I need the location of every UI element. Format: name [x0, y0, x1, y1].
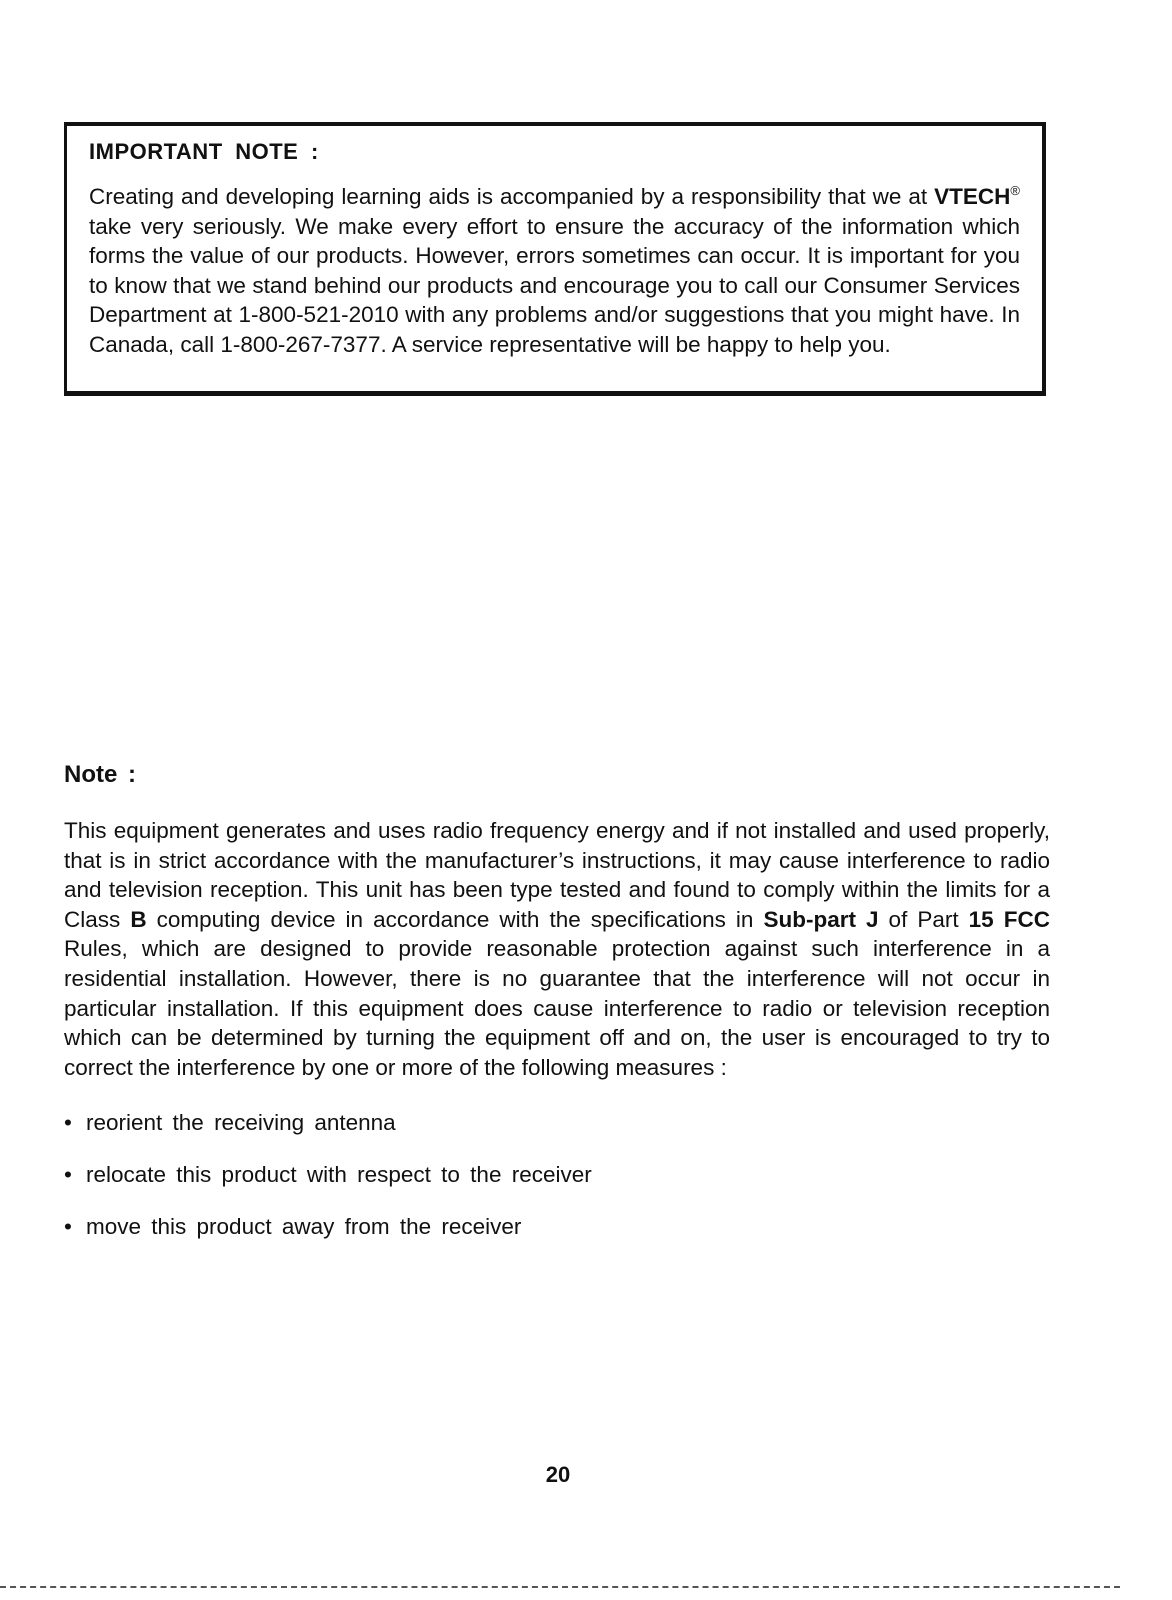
note-text-2: computing device in accordance with the specifications in: [146, 906, 764, 932]
note-body: [64, 816, 1050, 1082]
important-note-box: [64, 122, 1046, 396]
note-text-4: Rules, which are designed to provide reasonable protection against such interference in a residential installation. However, there is no guarantee that the interference will not occur in particular installation. If this equipment does cause interference to radio or television reception which can be determined by turning the equipment off and on, the user is encouraged to try to correct the interference by one or more of the following measures :: [64, 936, 1050, 1080]
subpart-label: Sub-part J: [763, 906, 879, 932]
part-number: 15: [968, 906, 994, 932]
measure-text: relocate this product with respect to the receiver: [86, 1162, 592, 1188]
list-item: [64, 1108, 1050, 1137]
measures-list: [64, 1108, 1050, 1241]
space: [994, 907, 1004, 932]
list-item: [64, 1212, 1050, 1241]
bottom-divider: [0, 1586, 1120, 1588]
important-note-body: [89, 182, 1020, 360]
bullet-icon: •: [64, 1214, 72, 1240]
note-text-3: of Part: [878, 906, 969, 932]
registered-mark: ®: [1010, 183, 1020, 198]
bullet-icon: •: [64, 1162, 72, 1188]
note-text-1: This equipment generates and uses radio frequency energy and if not installed and used properly, that is in strict accordance with the manufacturer’s instructions, it may cause interference to radio and television reception. This unit has been type tested and found to comply within the limits for a Class: [64, 818, 1050, 932]
measure-text: move this product away from the receiver: [86, 1214, 522, 1240]
bullet-icon: •: [64, 1110, 72, 1136]
important-note-title: IMPORTANT NOTE :: [89, 139, 319, 164]
class-letter: B: [130, 906, 147, 932]
brand-name: VTECH: [934, 184, 1011, 209]
note-section: [64, 760, 1050, 1264]
page-number: 20: [545, 1462, 571, 1487]
fcc-label: FCC: [1003, 906, 1050, 932]
list-item: [64, 1160, 1050, 1189]
note-title: Note :: [64, 761, 136, 788]
measure-text: reorient the receiving antenna: [86, 1110, 396, 1136]
important-note-text-2: take very seriously. We make every effort to ensure the accuracy of the information which forms the value of our products. However, errors sometimes can occur. It is important for you to know that we stand behind our products and encourage you to call our Consumer Services Department at 1-800-521-2010 with any problems and/or suggestions that you might have. In Canada, call 1-800-267-7377. A service representative will be happy to help you.: [89, 213, 1020, 357]
important-note-text-1: Creating and developing learning aids is accompanied by a responsibility that we at: [89, 184, 935, 209]
